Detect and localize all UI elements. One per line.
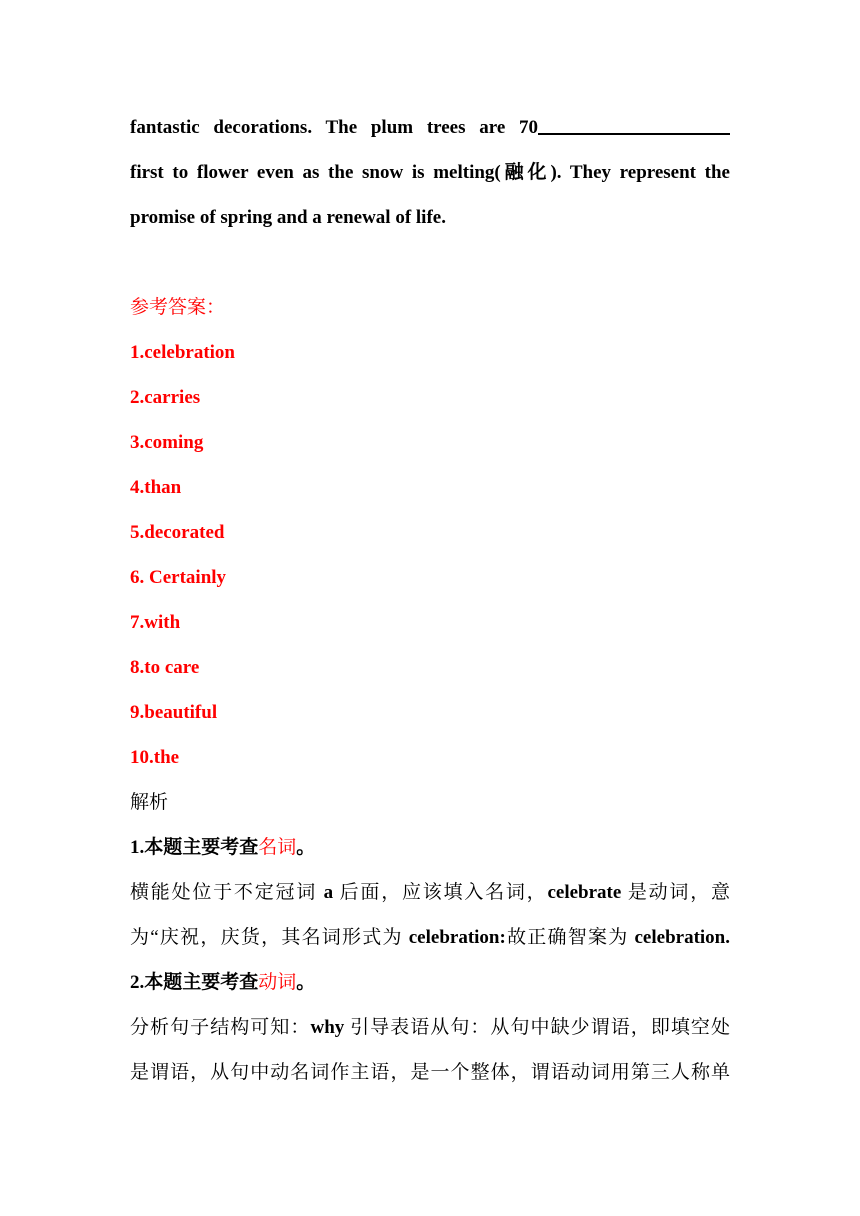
passage-paragraph <box>130 105 730 240</box>
analysis-heading: 解析 <box>130 792 169 813</box>
answer-item: 3.coming <box>130 432 204 453</box>
analysis-q2-prefix: 2.本题主要考查 <box>130 972 259 993</box>
answer-item: 9.beautiful <box>130 702 218 723</box>
answer-item: 8.to care <box>130 657 200 678</box>
text-span: 后面，应该填入名词， <box>333 882 548 903</box>
analysis-q2-topic: 动词 <box>258 972 297 993</box>
analysis-q1-suffix: 。 <box>296 837 316 858</box>
text-span: celebration: <box>408 927 506 948</box>
spacer <box>130 240 730 285</box>
answer-item: 6. Certainly <box>130 567 227 588</box>
answer-item: 7.with <box>130 612 181 633</box>
answers-list <box>130 330 730 780</box>
answer-item: 10.the <box>130 747 180 768</box>
analysis-q1-text <box>130 870 730 960</box>
document-content <box>130 105 730 1095</box>
text-span: 引导表语从句：从句中缺少谓语，即填空处 <box>344 1017 730 1038</box>
answers-title: 参考答案： <box>130 297 226 318</box>
answer-item: 2.carries <box>130 387 201 408</box>
text-span: why <box>310 1017 345 1038</box>
answer-item: 4.than <box>130 477 182 498</box>
analysis-q1-line-2 <box>130 915 730 960</box>
text-span: 为“庆祝，庆货，其名词形式为 <box>130 927 409 948</box>
text-span: 故正确智案为 <box>505 927 635 948</box>
analysis-q2-line-1 <box>130 1005 730 1050</box>
analysis-q2-suffix: 。 <box>296 972 316 993</box>
answer-blank-70 <box>538 113 730 135</box>
analysis-q2-heading <box>130 960 730 1005</box>
answer-item: 1.celebration <box>130 342 236 363</box>
text-span: celebration. <box>634 927 730 948</box>
answer-item: 5.decorated <box>130 522 225 543</box>
text-span: celebrate <box>547 882 622 903</box>
analysis-q1-line-1 <box>130 870 730 915</box>
passage-line-1-text: fantastic decorations. The plum trees are 70 <box>130 117 538 138</box>
analysis-q1-prefix: 1.本题主要考查 <box>130 837 259 858</box>
analysis-q2-text <box>130 1005 730 1095</box>
analysis-q1-topic: 名词 <box>258 837 297 858</box>
text-span: 是动词，意 <box>621 882 730 903</box>
analysis-q2-line-2: 是谓语，从句中动名词作主语，是一个整体，谓语动词用第三人称单 <box>130 1062 730 1083</box>
analysis-q1-heading <box>130 825 730 870</box>
passage-line-1 <box>130 105 730 150</box>
passage-line-3: promise of spring and a renewal of life. <box>130 207 446 228</box>
text-span: a <box>323 882 334 903</box>
text-span: 横能处位于不定冠词 <box>130 882 324 903</box>
text-span: 分析句子结构可知： <box>130 1017 311 1038</box>
passage-line-2: first to flower even as the snow is melting(融化). They represent the <box>130 162 730 183</box>
